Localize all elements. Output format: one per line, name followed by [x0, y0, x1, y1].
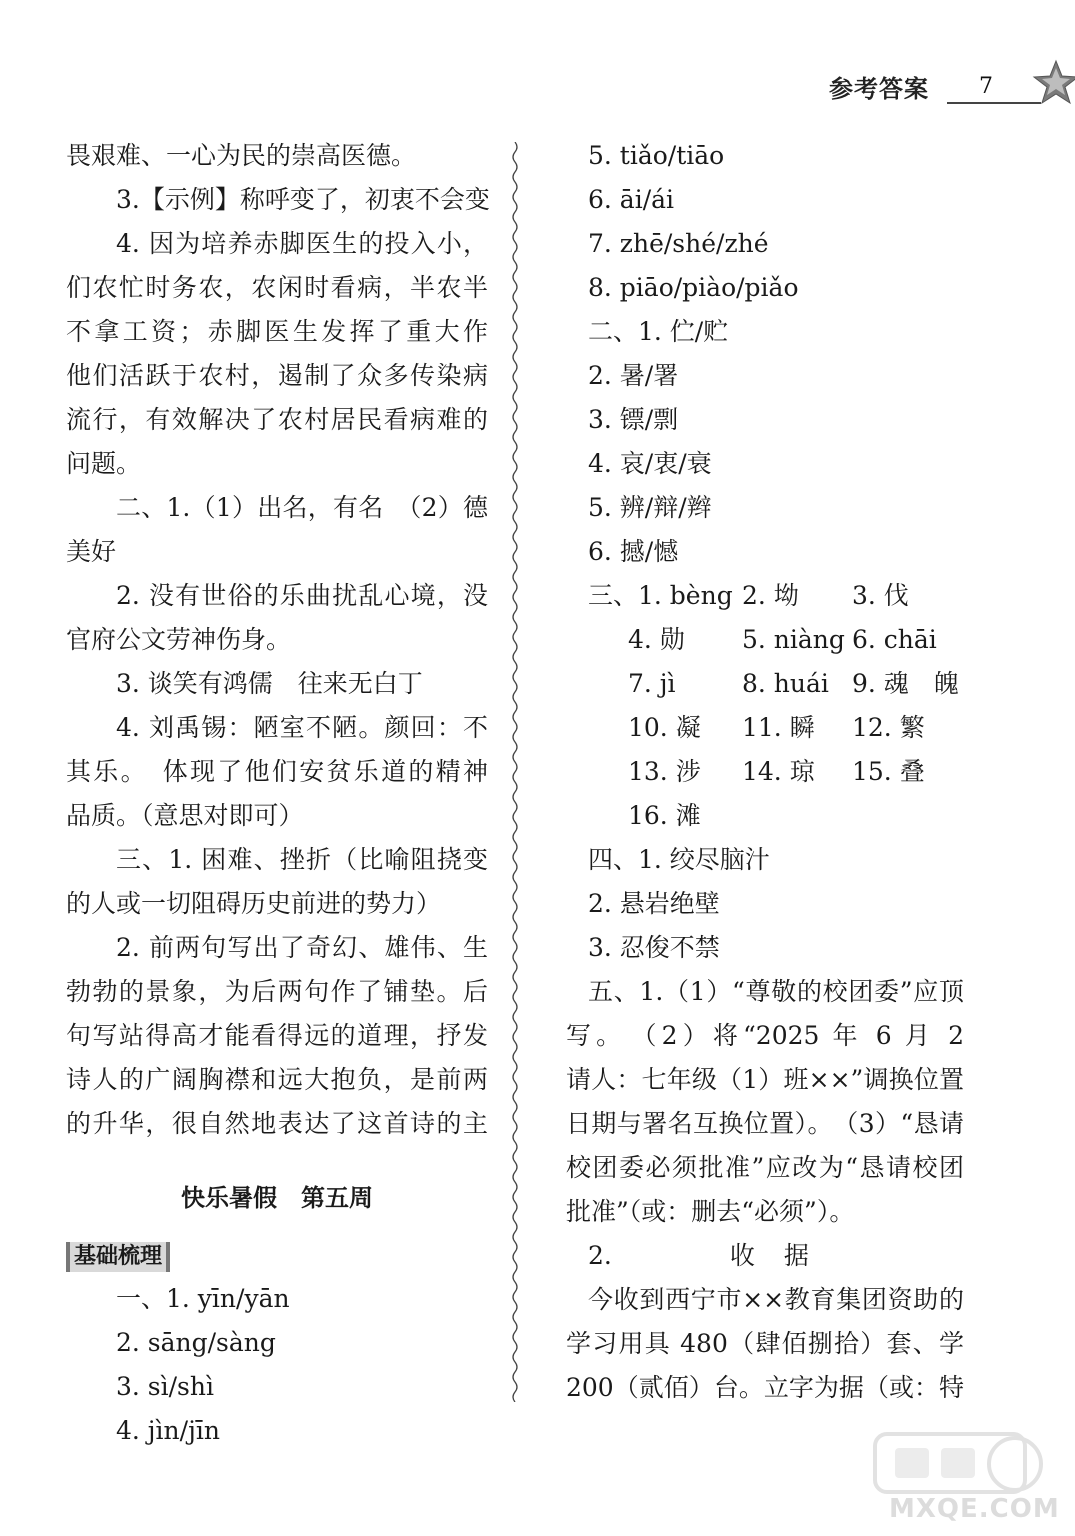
- answer-cell: 12. 繁: [852, 713, 925, 742]
- page-number: 7: [979, 74, 993, 99]
- text-line: 日期与署名互换位置）。 （3）“恳请: [566, 1109, 964, 1138]
- text-line: 5. tiǎo/tiāo: [588, 141, 725, 170]
- text-line: 问题。: [66, 449, 142, 478]
- answer-cell: 15. 叠: [852, 757, 925, 786]
- answer-cell: 9. 魂 魄: [852, 669, 959, 698]
- header-rule: [947, 102, 1041, 104]
- answer-row: [588, 794, 964, 838]
- text-line: 的人或一切阻碍历史前进的势力）: [66, 889, 442, 918]
- answer-cell: 7. jì: [628, 669, 676, 698]
- text-line: 句写站得高才能看得远的道理，抒发: [66, 1021, 488, 1050]
- answer-row: [588, 574, 964, 618]
- answer-cell: 11. 瞬: [742, 713, 815, 742]
- text-line: 7. zhē/shé/zhé: [588, 229, 769, 258]
- answer-cell: 4. 勋: [628, 625, 685, 654]
- right-column: [566, 134, 964, 1410]
- text-line: 勃勃的景象，为后两句作了铺垫。后: [66, 977, 488, 1006]
- text-line: 4. 哀/衷/衰: [588, 449, 712, 478]
- text-line: 批准”（或：删去“必须”）。: [566, 1197, 855, 1226]
- text-line: 3. sì/shì: [116, 1372, 214, 1401]
- text-line: 三、1. 困难、挫折（比喻阻挠变: [116, 845, 488, 874]
- text-line: 3. 谈笑有鸿儒 往来无白丁: [116, 669, 423, 698]
- text-line: 四、1. 绞尽脑汁: [588, 845, 770, 874]
- text-line: 2. 悬岩绝壁: [588, 889, 720, 918]
- answer-cell: 16. 滩: [628, 801, 701, 830]
- text-line: 二、1. 伫/贮: [588, 317, 729, 346]
- text-line: 2. sāng/sàng: [116, 1328, 276, 1357]
- answer-row: [588, 750, 964, 794]
- answer-cell: 三、1. bèng: [588, 581, 733, 610]
- text-line: 校团委必须批准”应改为“恳请校团: [566, 1153, 964, 1182]
- text-line: 官府公文劳神伤身。: [66, 625, 292, 654]
- text-line: 五、1.（1）“尊敬的校团委”应顶: [588, 977, 964, 1006]
- text-line: 3. 忍俊不禁: [588, 933, 720, 962]
- page-number-box: [947, 68, 1035, 104]
- header-label: 参考答案: [829, 74, 929, 103]
- text-line: 二、1.（1）出名，有名 （2）德: [116, 493, 488, 522]
- section-label: 基础梳理: [66, 1242, 170, 1272]
- text-line: 的升华，很自然地表达了这首诗的主: [66, 1109, 488, 1138]
- answer-cell: 6. chāi: [852, 625, 937, 654]
- text-line: 4. 因为培养赤脚医生的投入小，: [116, 229, 488, 258]
- answer-cell: 2. 坳: [742, 581, 799, 610]
- text-line: 流行，有效解决了农村居民看病难的: [66, 405, 488, 434]
- answer-cell: 14. 琼: [742, 757, 815, 786]
- text-line: 5. 辨/辩/辫: [588, 493, 712, 522]
- text-line: 一、1. yīn/yān: [116, 1284, 290, 1313]
- answer-cell: 5. niàng: [742, 625, 845, 654]
- text-line: 6. āi/ái: [588, 185, 675, 214]
- watermark-text: MXQE.COM: [889, 1494, 1060, 1524]
- text-line: 美好: [66, 537, 117, 566]
- answer-row: [588, 706, 964, 750]
- text-line: 不拿工资；赤脚医生发挥了重大作: [66, 317, 488, 346]
- text-line: 诗人的广阔胸襟和远大抱负，是前两: [66, 1065, 488, 1094]
- text-line: 其乐。 体现了他们安贫乐道的精神: [66, 757, 488, 786]
- text-line: 3.【示例】称呼变了，初衷不会变: [116, 185, 490, 214]
- page-header: [829, 68, 1035, 104]
- text-line: 他们活跃于农村，遏制了众多传染病: [66, 361, 488, 390]
- receipt-title: 收 据: [729, 1241, 811, 1270]
- text-line: 学习用具 480（肆佰捌拾）套、学: [566, 1329, 964, 1358]
- left-column: [66, 134, 488, 1453]
- text-line: 写。 （2）将“2025 年 6 月 2: [566, 1021, 964, 1050]
- text-line: 畏艰难、一心为民的崇高医德。: [66, 141, 417, 170]
- column-divider: [510, 142, 520, 1402]
- answer-row: [588, 662, 964, 706]
- receipt-number: 2.: [588, 1241, 612, 1270]
- text-line: 8. piāo/piào/piǎo: [588, 273, 799, 302]
- answer-cell: 10. 凝: [628, 713, 701, 742]
- text-line: 200（贰佰）台。立字为据（或：特: [566, 1373, 964, 1402]
- star-icon: [1031, 58, 1075, 108]
- week-title: 快乐暑假 第五周: [181, 1184, 373, 1212]
- text-line: 2. 前两句写出了奇幻、雄伟、生: [116, 933, 488, 962]
- text-line: 品质。（意思对即可）: [66, 801, 304, 830]
- text-line: 3. 镖/剽: [588, 405, 679, 434]
- text-line: 2. 没有世俗的乐曲扰乱心境，没: [116, 581, 488, 610]
- answer-row: [588, 618, 964, 662]
- answer-cell: 13. 涉: [628, 757, 701, 786]
- text-line: 请人：七年级（1）班××”调换位置: [566, 1065, 964, 1094]
- answer-cell: 8. huái: [742, 669, 829, 698]
- receipt-heading: [588, 1234, 964, 1278]
- watermark-logo: [865, 1426, 1060, 1526]
- text-line: 2. 暑/署: [588, 361, 679, 390]
- text-line: 们农忙时务农，农闲时看病，半农半: [66, 273, 488, 302]
- text-line: 4. 刘禹锡：陋室不陋。颜回：不: [116, 713, 488, 742]
- text-line: 今收到西宁市××教育集团资助的: [588, 1285, 964, 1314]
- text-line: 4. jìn/jīn: [116, 1416, 220, 1445]
- text-line: 6. 撼/憾: [588, 537, 679, 566]
- answer-cell: 3. 伐: [852, 581, 909, 610]
